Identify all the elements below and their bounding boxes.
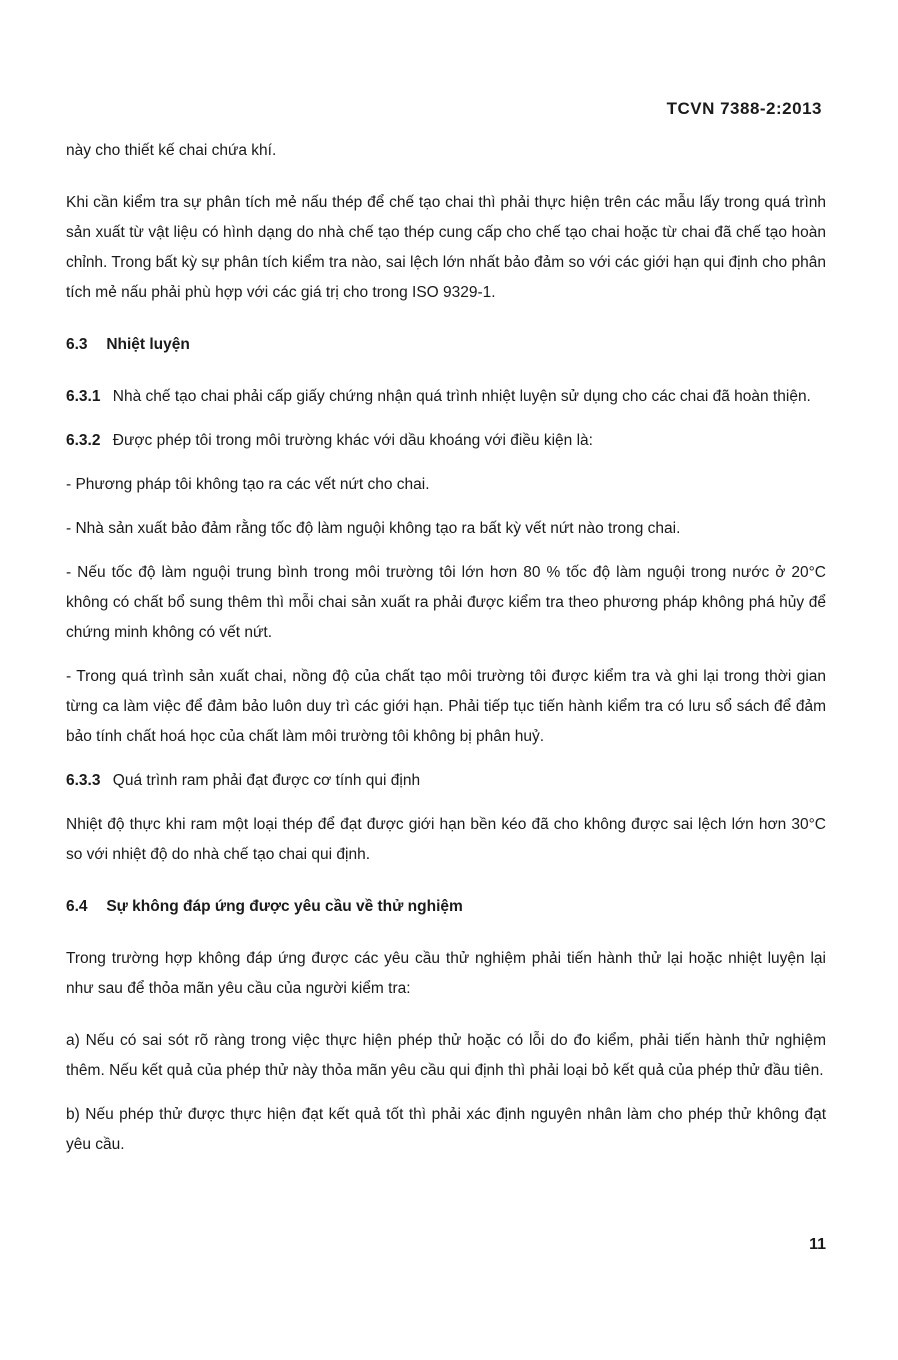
section-title: Nhiệt luyện xyxy=(106,336,190,353)
list-item-dash-2: - Nhà sản xuất bảo đảm rằng tốc độ làm nguội không tạo ra bất kỳ vết nứt nào trong chai. xyxy=(66,520,681,537)
paragraph-tempering: Nhiệt độ thực khi ram một loại thép để đạt được giới hạn bền kéo đã cho không được sai lệch lớn hơn 30°C so với nhiệt độ do nhà chế tạo chai qui định. xyxy=(66,816,826,863)
list-item-dash-1: - Phương pháp tôi không tạo ra các vết nứt cho chai. xyxy=(66,476,430,493)
clause-text: Quá trình ram phải đạt được cơ tính qui định xyxy=(112,772,421,789)
standard-code-header: TCVN 7388-2:2013 xyxy=(666,99,822,118)
section-heading-6-4 xyxy=(66,892,826,922)
list-item-dash-3: - Nếu tốc độ làm nguội trung bình trong môi trường tôi lớn hơn 80 % tốc độ làm nguội trong nước ở 20°C không có chất bổ sung thêm thì mỗi chai sản xuất ra phải được kiểm tra theo phương pháp không phá hủy để chứng minh không có vết nứt. xyxy=(66,564,826,641)
list-item-b: b) Nếu phép thử được thực hiện đạt kết quả tốt thì phải xác định nguyên nhân làm cho phép thử không đạt yêu cầu. xyxy=(66,1106,826,1153)
clause-text: Được phép tôi trong môi trường khác với dầu khoáng với điều kiện là: xyxy=(112,432,593,449)
clause-number: 6.3.1 xyxy=(66,388,101,405)
list-item-a: a) Nếu có sai sót rõ ràng trong việc thực hiện phép thử hoặc có lỗi do đo kiểm, phải tiến hành thử nghiệm thêm. Nếu kết quả của phép thử này thỏa mãn yêu cầu qui định thì phải loại bỏ kết quả của phép thử đầu tiên. xyxy=(66,1032,826,1079)
clause-number: 6.3.3 xyxy=(66,772,101,789)
clause-6-3-3 xyxy=(66,766,826,796)
section-heading-6-3 xyxy=(66,330,826,360)
clause-text: Nhà chế tạo chai phải cấp giấy chứng nhận quá trình nhiệt luyện sử dụng cho các chai đã hoàn thiện. xyxy=(112,388,811,405)
document-body xyxy=(66,136,826,1174)
section-number: 6.3 xyxy=(66,336,88,353)
clause-number: 6.3.2 xyxy=(66,432,101,449)
section-title: Sự không đáp ứng được yêu cầu về thử nghiệm xyxy=(106,898,463,915)
paragraph-nonconformity: Trong trường hợp không đáp ứng được các yêu cầu thử nghiệm phải tiến hành thử lại hoặc nhiệt luyện lại như sau để thỏa mãn yêu cầu của người kiểm tra: xyxy=(66,950,826,997)
list-item-dash-4: - Trong quá trình sản xuất chai, nồng độ của chất tạo môi trường tôi được kiểm tra và ghi lại trong thời gian từng ca làm việc để đảm bảo luôn duy trì các giới hạn. Phải tiếp tục tiến hành kiểm tra có lưu sổ sách để đảm bảo tính chất hoá học của chất làm môi trường tôi không bị phân huỷ. xyxy=(66,668,826,745)
paragraph-intro: này cho thiết kế chai chứa khí. xyxy=(66,142,277,159)
clause-6-3-1 xyxy=(66,382,826,412)
paragraph-analysis: Khi cần kiểm tra sự phân tích mẻ nấu thép để chế tạo chai thì phải thực hiện trên các mẫu lấy trong quá trình sản xuất từ vật liệu có hình dạng do nhà chế tạo thép cung cấp cho chế tạo chai hoặc từ chai đã chế tạo hoàn chỉnh. Trong bất kỳ sự phân tích kiểm tra nào, sai lệch lớn nhất bảo đảm so với các giới hạn qui định cho phân tích mẻ nấu phải phù hợp với các giá trị cho trong ISO 9329-1. xyxy=(66,194,826,301)
section-number: 6.4 xyxy=(66,898,88,915)
clause-6-3-2 xyxy=(66,426,826,456)
page-number: 11 xyxy=(809,1236,826,1253)
